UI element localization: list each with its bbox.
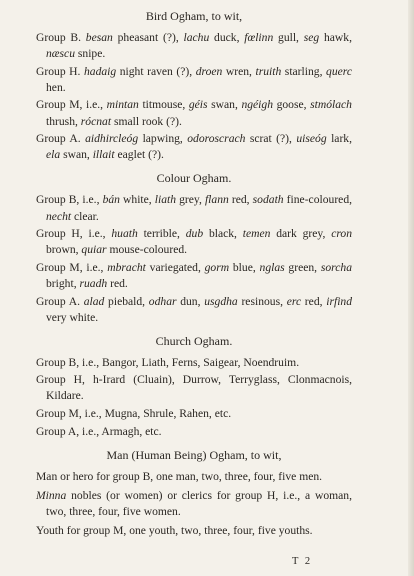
entry-text: Group H, h-Irard (Cluain), Durrow, Terryglass, Clonmacnois, Kildare. (36, 373, 352, 403)
entry-text: wren, (222, 64, 256, 78)
entry-text: black, (203, 227, 243, 241)
entry-text: piebald, (104, 294, 149, 308)
entry-text: small rook (?). (111, 114, 182, 128)
entry-text: scrat (?), (245, 132, 297, 146)
irish-term: odhar (148, 294, 177, 308)
entry (36, 488, 352, 520)
irish-term: gorm (204, 260, 230, 274)
entry-text: variegated, (145, 260, 205, 274)
irish-term: cron (331, 227, 353, 241)
section-heading: Bird Ogham, to wit, (145, 9, 243, 23)
irish-term: hadaig (83, 64, 117, 78)
irish-term: erc (286, 294, 302, 308)
entry-text: green, (284, 260, 321, 274)
entry-text: Man or hero for group B, one man, two, three, four, five men. (36, 469, 323, 483)
entry-text: Group H. (36, 64, 84, 78)
irish-term: huath (111, 227, 138, 241)
irish-term: droen (195, 64, 223, 78)
irish-term: sodath (252, 193, 284, 207)
irish-term: usgdha (204, 294, 238, 308)
irish-term: seg (303, 31, 320, 45)
entry-text: hawk, (319, 31, 352, 45)
entry (36, 372, 352, 404)
entry-text: goose, (273, 98, 311, 112)
entry (36, 523, 352, 539)
entry-text: Group M, i.e., (36, 98, 107, 112)
irish-term: mbracht (107, 260, 146, 274)
entry-text: Group M, i.e., (36, 260, 108, 274)
entry-text: red. (107, 276, 128, 290)
entry-text: lapwing, (138, 132, 188, 146)
irish-term: bán (102, 193, 120, 207)
irish-term: lachu (183, 31, 210, 45)
irish-term: querc (326, 64, 352, 78)
irish-term: Minna (36, 488, 67, 502)
entry-text: duck, (209, 31, 245, 45)
entry-text: eaglet (?). (114, 148, 164, 162)
irish-term: mintan (106, 98, 139, 112)
entry-text: gull, (273, 31, 304, 45)
entry-text: Group A. (36, 132, 86, 146)
irish-term: temen (242, 227, 271, 241)
section (36, 170, 352, 325)
entry-text: swan, (207, 98, 242, 112)
entry (36, 131, 352, 163)
entry-text: white, (119, 193, 155, 207)
entry-text: clear. (71, 209, 99, 223)
entry-text: night raven (?), (116, 64, 196, 78)
entry (36, 424, 352, 440)
entry (36, 192, 352, 224)
page-edge (408, 0, 414, 576)
irish-term: flann (204, 193, 229, 207)
entry-text: Group B, i.e., (36, 193, 103, 207)
entry (36, 469, 352, 485)
page-number: T 2 (292, 556, 313, 567)
irish-term: truith (255, 64, 282, 78)
entry-text: thrush, (46, 114, 81, 128)
entry-text: pheasant (?), (112, 31, 184, 45)
irish-term: irfind (326, 294, 353, 308)
entry (36, 260, 352, 292)
entry-text: red, (228, 193, 253, 207)
entry (36, 64, 352, 96)
entry-text: hen. (46, 80, 66, 94)
section (36, 447, 352, 539)
irish-term: aidhircleóg (85, 132, 139, 146)
entry-text: Group H, i.e., (36, 227, 112, 241)
entry-text: dun, (176, 294, 205, 308)
irish-term: alad (83, 294, 105, 308)
irish-term: ruadh (79, 276, 108, 290)
entry-text: brown, (46, 243, 82, 257)
entry-text: resinous, (237, 294, 287, 308)
entry-text: titmouse, (138, 98, 189, 112)
entry-text: dark grey, (270, 227, 332, 241)
page-body (36, 8, 352, 546)
section (36, 8, 352, 163)
entry-text: starling, (281, 64, 327, 78)
entry-text: Group B. (36, 31, 86, 45)
entry (36, 355, 352, 371)
section-heading: Man (Human Being) Ogham, to wit, (106, 447, 282, 462)
entry-text: swan, (60, 148, 93, 162)
irish-term: ngéigh (241, 98, 273, 112)
irish-term: besan (85, 31, 113, 45)
section-heading: Church Ogham. (155, 333, 233, 348)
irish-term: quiar (81, 243, 107, 257)
entry-text: very white. (46, 310, 99, 324)
entry (36, 97, 352, 129)
irish-term: illait (92, 148, 115, 162)
entry (36, 294, 352, 326)
entry-text: grey, (176, 193, 205, 207)
entry-text: fine-coloured, (283, 193, 353, 207)
entry-text: blue, (229, 260, 260, 274)
entry-text: Youth for group M, one youth, two, three, four, five youths. (36, 524, 313, 538)
entry-text: Group M, i.e., Mugna, Shrule, Rahen, etc. (36, 407, 232, 421)
section-heading: Colour Ogham. (156, 171, 232, 186)
irish-term: liath (154, 193, 177, 207)
entry-text: Group B, i.e., Bangor, Liath, Ferns, Saigear, Noendruim. (36, 355, 300, 369)
entry-text: bright, (46, 276, 80, 290)
entry-text: nobles (or women) or clerics for group H, i.e., a woman, two, three, four, five women. (46, 488, 352, 519)
irish-term: ela (46, 148, 61, 162)
entry-text: Group A. (36, 294, 84, 308)
irish-term: næscu (46, 47, 75, 61)
irish-term: rócnat (80, 114, 112, 128)
irish-term: fœlinn (244, 31, 274, 45)
irish-term: sorcha (320, 260, 352, 274)
entry (36, 30, 352, 62)
entry (36, 226, 352, 258)
entry-text: snipe. (74, 47, 106, 61)
entry-text: Group A, i.e., Armagh, etc. (36, 424, 162, 438)
irish-term: uiseóg (296, 132, 327, 146)
entry-text: terrible, (137, 227, 186, 241)
irish-term: géis (188, 98, 208, 112)
irish-term: necht (46, 209, 72, 223)
irish-term: stmólach (310, 98, 352, 112)
entry-text: mouse-coloured. (106, 243, 188, 257)
entry-text: lark, (326, 132, 353, 146)
irish-term: dub (185, 227, 204, 241)
section (36, 333, 352, 440)
irish-term: nglas (259, 260, 285, 274)
entry-text: red, (301, 294, 327, 308)
entry (36, 406, 352, 422)
irish-term: odoroscrach (187, 132, 246, 146)
